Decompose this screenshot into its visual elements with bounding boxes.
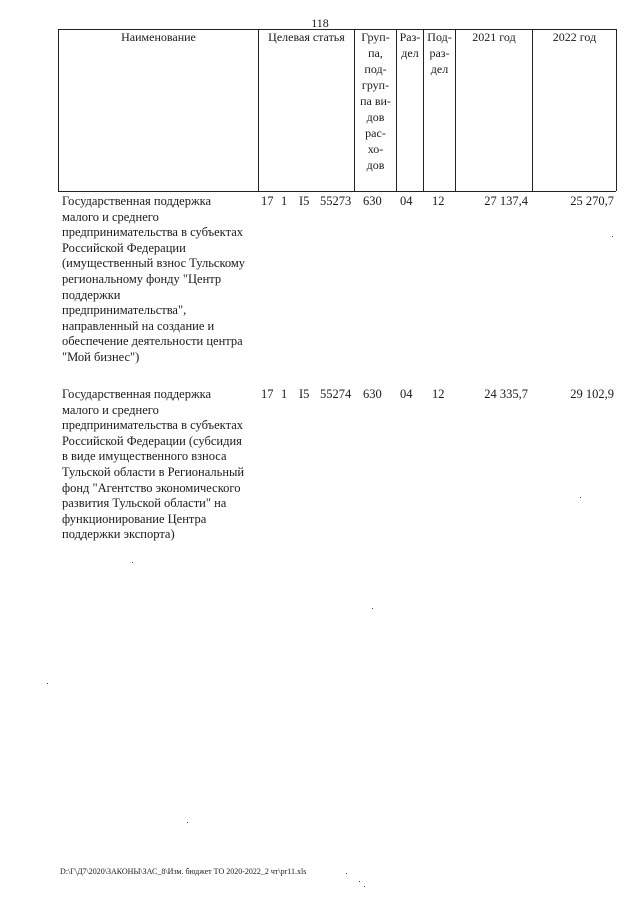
row-value-2022: 29 102,9 <box>570 387 614 401</box>
header-group-line: под- <box>364 62 387 76</box>
header-year-2021-label: 2021 год <box>472 30 516 44</box>
scan-speck <box>47 683 48 684</box>
row-name-line: предпринимательства в субъектах <box>62 225 243 240</box>
scan-speck <box>187 822 188 823</box>
header-group-line: хо- <box>367 142 384 156</box>
row-name-line: обеспечение деятельности центра <box>62 334 243 349</box>
header-year-2022 <box>532 29 616 191</box>
row-code-3: I5 <box>299 387 310 401</box>
row-name-line: Тульской области в Региональный <box>62 464 245 479</box>
header-right-rule <box>616 29 617 191</box>
row-code-2: 1 <box>281 194 288 208</box>
header-group-line: дов <box>366 110 385 124</box>
row-subsection: 12 <box>432 387 445 401</box>
row-name-line: малого и среднего <box>62 402 159 417</box>
header-year-2022-label: 2022 год <box>552 30 597 44</box>
row-name-line: Государственная поддержка <box>62 194 212 208</box>
row-code-2: 1 <box>281 387 288 401</box>
header-target <box>258 29 354 191</box>
scan-speck <box>359 881 360 882</box>
scan-speck <box>612 236 613 237</box>
header-subsection-line: раз- <box>429 46 450 60</box>
row-name-line: поддержки экспорта) <box>62 527 175 542</box>
row-name-line: направленный на создание и <box>62 318 215 333</box>
header-group-line: Груп- <box>361 30 390 44</box>
row-code-1: 17 <box>261 194 274 208</box>
row-name-line: функционирование Центра <box>62 511 207 526</box>
header-subsection <box>423 29 455 191</box>
scan-speck <box>346 873 347 874</box>
row-name-line: развития Тульской области" на <box>62 496 227 511</box>
row-name-line: Государственная поддержка <box>62 387 212 401</box>
row-code-3: I5 <box>299 194 310 208</box>
scan-speck <box>132 562 133 563</box>
header-bottom-rule <box>58 191 616 192</box>
page-number: 118 <box>311 16 329 30</box>
row-value-2021: 27 137,4 <box>484 194 528 208</box>
row-name-line: региональному фонду "Центр <box>62 271 222 286</box>
file-path-footer: D:\Г\Д7\2020\ЗАКОНЫ\ЗАС_8\Изм. бюджет ТО 2020-2022_2 чт\pr11.xls <box>60 867 307 876</box>
scan-speck <box>364 886 365 887</box>
row-name <box>62 387 258 543</box>
header-group-line: рас- <box>365 126 386 140</box>
header-subsection-line: дел <box>430 62 449 76</box>
row-group: 630 <box>363 387 382 401</box>
row-name-line: фонд "Агентство экономического <box>62 480 241 495</box>
row-name-line: поддержки <box>62 287 121 302</box>
row-group: 630 <box>363 194 382 208</box>
row-code-4: 55273 <box>320 194 352 208</box>
header-section-line: Раз- <box>399 30 421 44</box>
row-value-2021: 24 335,7 <box>484 387 528 401</box>
row-name-line: в виде имущественного взноса <box>62 449 227 464</box>
header-group <box>354 29 396 191</box>
header-group-line: па, <box>368 46 383 60</box>
row-name-line: "Мой бизнес") <box>62 349 140 364</box>
row-name-line: предпринимательства в субъектах <box>62 418 243 433</box>
header-subsection-line: Под- <box>427 30 452 44</box>
header-year-2021 <box>455 29 532 191</box>
row-section: 04 <box>400 194 413 208</box>
row-code-1: 17 <box>261 387 274 401</box>
row-subsection: 12 <box>432 194 445 208</box>
row-name <box>62 194 258 366</box>
row-name-line: предпринимательства", <box>62 303 187 318</box>
row-value-2022: 25 270,7 <box>570 194 614 208</box>
scan-speck <box>580 497 581 498</box>
header-name-label: Наименование <box>121 30 196 44</box>
row-name-line: (имущественный взнос Тульскому <box>62 256 246 271</box>
header-section <box>396 29 423 191</box>
row-name-line: малого и среднего <box>62 209 159 224</box>
header-name <box>58 29 258 191</box>
row-code-4: 55274 <box>320 387 352 401</box>
header-group-line: дов <box>366 158 385 172</box>
header-target-label: Целевая статья <box>268 30 345 44</box>
row-section: 04 <box>400 387 413 401</box>
row-name-line: Российской Федерации <box>62 240 186 255</box>
header-section-line: дел <box>401 46 419 60</box>
row-name-line: Российской Федерации (субсидия <box>62 433 242 448</box>
scan-speck <box>372 608 373 609</box>
header-group-line: па ви- <box>360 94 391 108</box>
header-group-line: груп- <box>361 78 390 92</box>
